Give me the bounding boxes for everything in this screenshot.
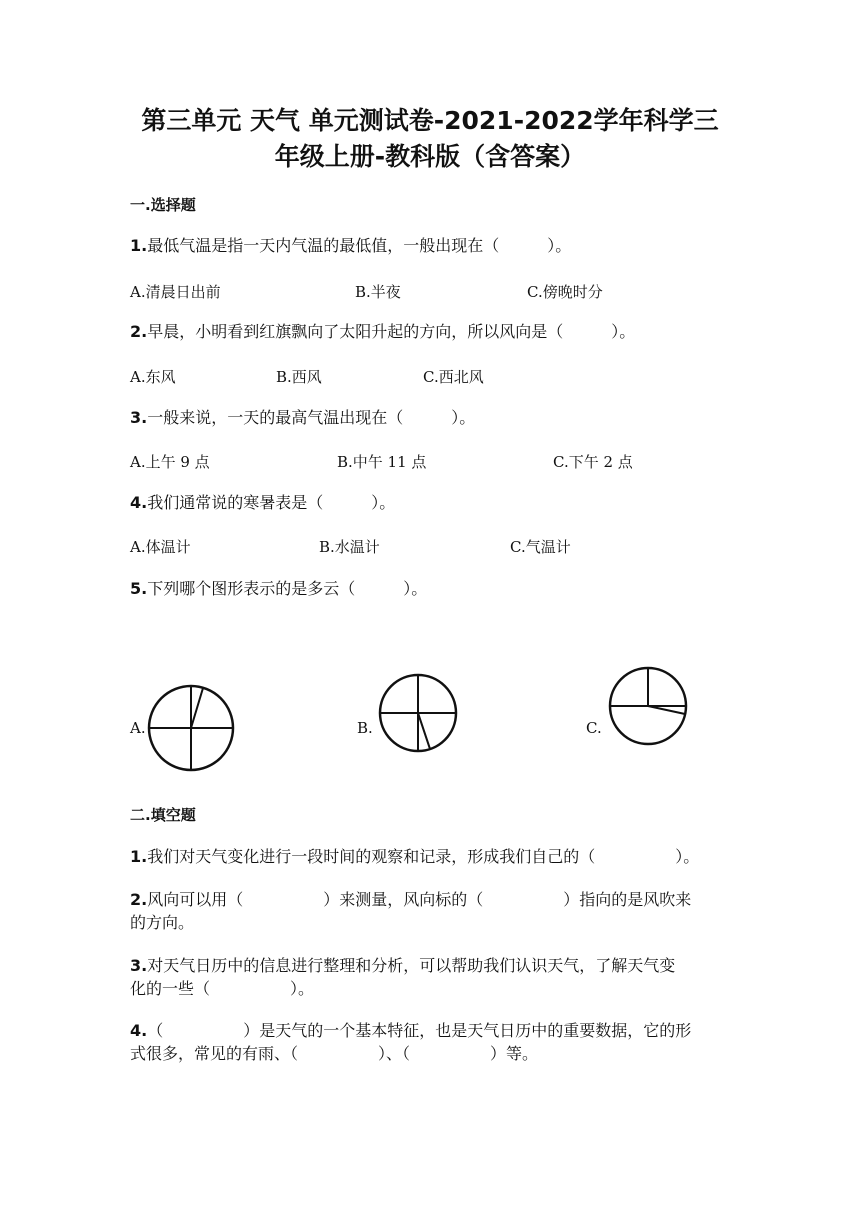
question-3: [130, 406, 475, 429]
fill-question-3: [130, 954, 675, 1000]
question-text: （ ）是天气的一个基本特征，也是天气日历中的重要数据，它的形: [147, 1021, 692, 1040]
option-b: B.水温计: [319, 538, 380, 556]
question-text: 我们通常说的寒暑表是（ ）。: [147, 493, 396, 512]
option-c: C.气温计: [510, 538, 571, 556]
figure-label-c: C.: [586, 719, 602, 737]
option-a: A.上午 9 点: [130, 453, 210, 471]
cloud-symbol-figure-b: [376, 671, 460, 755]
option-a: A.体温计: [130, 538, 191, 556]
question-number: 2.: [130, 322, 148, 341]
option-b: B.西风: [276, 368, 322, 386]
option-b: B.中午 11 点: [337, 453, 427, 471]
fill-question-2: [130, 888, 691, 934]
slanted-line: [418, 713, 430, 749]
question-text-continued: 化的一些（ ）。: [130, 979, 315, 998]
title-line-1: 第三单元 天气 单元测试卷-2021-2022学年科学三: [141, 106, 719, 135]
question-2: [130, 320, 635, 343]
cloud-symbol-figure-c: [606, 666, 690, 750]
question-number: 2.: [130, 890, 148, 909]
question-text: 对天气日历中的信息进行整理和分析，可以帮助我们认识天气，了解天气变: [147, 956, 676, 975]
fill-question-1: [130, 845, 699, 868]
question-text: 风向可以用（ ）来测量，风向标的（ ）指向的是风吹来: [147, 890, 692, 909]
section-heading-choice: 一.选择题: [130, 196, 196, 214]
section-heading-fill-blank: 二.填空题: [130, 806, 196, 824]
question-number: 4.: [130, 493, 148, 512]
question-4: [130, 491, 395, 514]
slanted-line: [191, 688, 203, 728]
figure-label-a: A.: [130, 719, 146, 737]
question-text-continued: 式很多，常见的有雨、（ ）、（ ）等。: [130, 1044, 539, 1063]
cloud-symbol-figure-a: [145, 682, 237, 774]
question-number: 1.: [130, 236, 148, 255]
option-a: A.清晨日出前: [130, 283, 221, 301]
question-number: 3.: [130, 956, 148, 975]
title-line-2: 年级上册-教科版（含答案）: [274, 142, 586, 171]
page-title: [100, 103, 760, 175]
question-text-continued: 的方向。: [130, 913, 195, 932]
question-number: 3.: [130, 408, 148, 427]
option-b: B.半夜: [355, 283, 401, 301]
question-1: [130, 234, 571, 257]
option-a: A.东风: [130, 368, 176, 386]
option-c: C.傍晚时分: [527, 283, 603, 301]
question-text: 我们对天气变化进行一段时间的观察和记录，形成我们自己的（ ）。: [147, 847, 700, 866]
option-c: C.下午 2 点: [553, 453, 633, 471]
option-c: C.西北风: [423, 368, 484, 386]
question-number: 1.: [130, 847, 148, 866]
question-text: 最低气温是指一天内气温的最低值，一般出现在（ ）。: [147, 236, 572, 255]
question-number: 4.: [130, 1021, 148, 1040]
question-number: 5.: [130, 579, 148, 598]
question-text: 早晨，小明看到红旗飘向了太阳升起的方向，所以风向是（ ）。: [147, 322, 636, 341]
fill-question-4: [130, 1019, 691, 1065]
question-text: 下列哪个图形表示的是多云（ ）。: [147, 579, 428, 598]
slanted-line: [648, 706, 685, 714]
question-5: [130, 577, 427, 600]
figure-label-b: B.: [357, 719, 373, 737]
question-text: 一般来说，一天的最高气温出现在（ ）。: [147, 408, 476, 427]
